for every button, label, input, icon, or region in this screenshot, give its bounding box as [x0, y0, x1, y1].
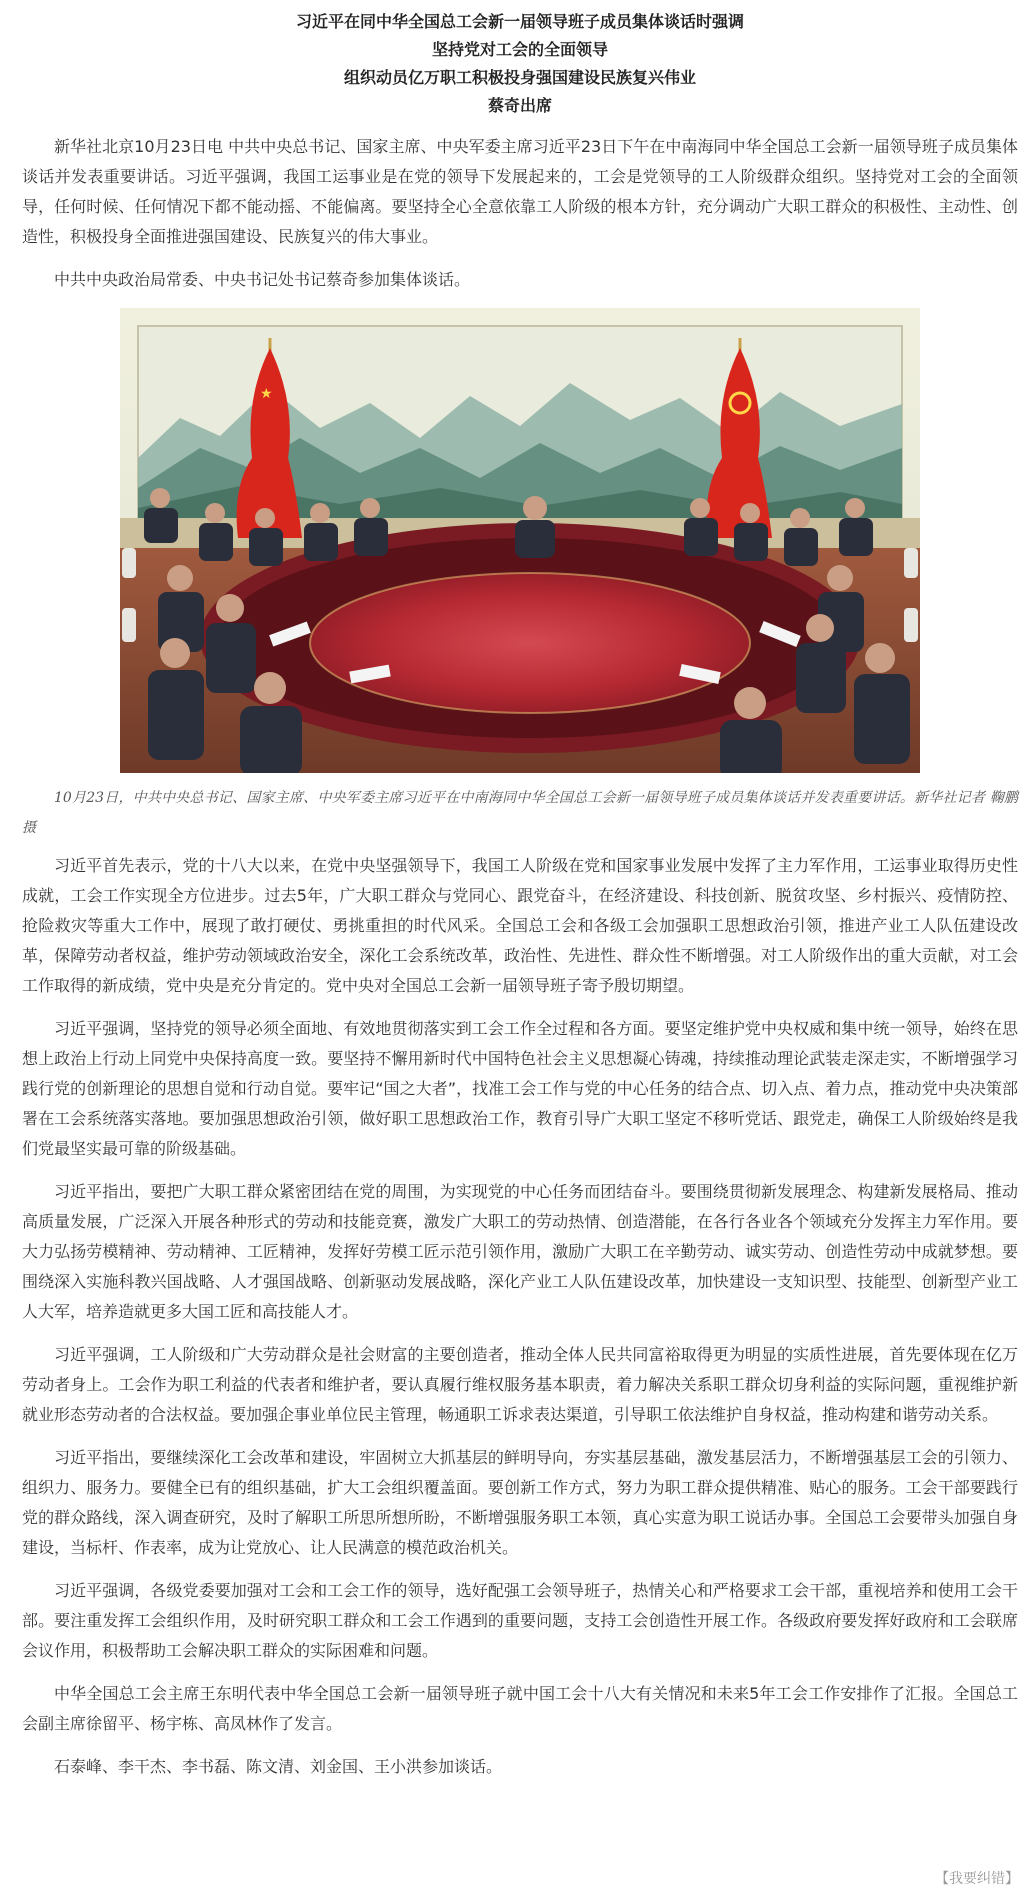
article — [22, 8, 1018, 1795]
body-paragraph-6: 习近平强调，各级党委要加强对工会和工会工作的领导，选好配强工会领导班子，热情关心和严格要求工会干部，重视培养和使用工会干部。要注重发挥工会组织作用，及时研究职工群众和工会工作遇到的重要问题，支持工会创造性开展工作。各级政府要发挥好政府和工会联席会议作用，积极帮助工会解决职工群众的实际困难和问题。 — [22, 1581, 1018, 1660]
body-paragraph-2: 习近平强调，坚持党的领导必须全面地、有效地贯彻落实到工会工作全过程和各方面。要坚定维护党中央权威和集中统一领导，始终在思想上政治上行动上同党中央保持高度一致。要坚持不懈用新时代中国特色社会主义思想凝心铸魂，持续推动理论武装走深走实，不断增强学习践行党的创新理论的思想自觉和行动自觉。要牢记“国之大者”，找准工会工作与党的中心任务的结合点、切入点、着力点，推动党中央决策部署在工会系统落实落地。要加强思想政治引领，做好职工思想政治工作，教育引导广大职工坚定不移听党话、跟党走，确保工人阶级始终是我们党最坚实最可靠的阶级基础。 — [22, 1019, 1018, 1158]
body-paragraph-3: 习近平指出，要把广大职工群众紧密团结在党的周围，为实现党的中心任务而团结奋斗。要围绕贯彻新发展理念、构建新发展格局、推动高质量发展，广泛深入开展各种形式的劳动和技能竞赛，激发广大职工的劳动热情、创造潜能，在各行各业各个领域充分发挥主力军作用。要大力弘扬劳模精神、劳动精神、工匠精神，发挥好劳模工匠示范引领作用，激励广大职工在辛勤劳动、诚实劳动、创造性劳动中成就梦想。要围绕深入实施科教兴国战略、人才强国战略、创新驱动发展战略，深化产业工人队伍建设改革，加快建设一支知识型、技能型、创新型产业工人大军，培养造就更多大国工匠和高技能人才。 — [22, 1182, 1018, 1321]
headline-sub-2: 组织动员亿万职工积极投身强国建设民族复兴伟业 — [343, 68, 696, 87]
body-paragraph-8: 石泰峰、李干杰、李书磊、陈文清、刘金国、王小洪参加谈话。 — [54, 1757, 503, 1776]
news-photo — [120, 308, 920, 773]
body-paragraph-4: 习近平强调，工人阶级和广大劳动群众是社会财富的主要创造者，推动全体人民共同富裕取得更为明显的实质性进展，首先要体现在亿万劳动者身上。工会作为职工利益的代表者和维护者，要认真履行维权服务基本职责，着力解决关系职工群众切身利益的实际问题，重视维护新就业形态劳动者的合法权益。要加强企事业单位民主管理，畅通职工诉求表达渠道，引导职工依法维护自身权益，推动构建和谐劳动关系。 — [22, 1345, 1018, 1424]
lead-paragraph: 新华社北京10月23日电 中共中央总书记、国家主席、中央军委主席习近平23日下午在中南海同中华全国总工会新一届领导班子成员集体谈话并发表重要讲话。习近平强调，我国工运事业是在党的领导下发展起来的，工会是党领导的工人阶级群众组织。坚持党对工会的全面领导，任何时候、任何情况下都不能动摇、不能偏离。要坚持全心全意依靠工人阶级的根本方针，充分调动广大职工群众的积极性、主动性、创造性，积极投身全面推进强国建设、民族复兴的伟大事业。 — [22, 137, 1018, 246]
body-paragraph-1: 习近平首先表示，党的十八大以来，在党中央坚强领导下，我国工人阶级在党和国家事业发展中发挥了主力军作用，工运事业取得历史性成就，工会工作实现全方位进步。过去5年，广大职工群众与党同心、跟党奋斗，在经济建设、科技创新、脱贫攻坚、乡村振兴、疫情防控、抢险救灾等重大工作中，展现了敢打硬仗、勇挑重担的时代风采。全国总工会和各级工会加强职工思想政治引领，推进产业工人队伍建设改革，保障劳动者权益，维护劳动领域政治安全，深化工会系统改革，政治性、先进性、群众性不断增强。对工人阶级作出的重大贡献，对工会工作取得的新成绩，党中央是充分肯定的。党中央对全国总工会新一届领导班子寄予殷切期望。 — [22, 856, 1018, 995]
attendee-paragraph: 中共中央政治局常委、中央书记处书记蔡奇参加集体谈话。 — [54, 270, 471, 289]
report-error-link[interactable]: 【我要纠错】 — [935, 1871, 1019, 1887]
photo-caption: 10月23日，中共中央总书记、国家主席、中央军委主席习近平在中南海同中华全国总工会新一届领导班子成员集体谈话并发表重要讲话。新华社记者 鞠鹏 摄 — [22, 790, 1018, 836]
svg-text:★: ★ — [260, 386, 273, 402]
headline-main: 习近平在同中华全国总工会新一届领导班子成员集体谈话时强调 — [295, 12, 744, 31]
body-paragraph-7: 中华全国总工会主席王东明代表中华全国总工会新一届领导班子就中国工会十八大有关情况和未来5年工会工作安排作了汇报。全国总工会副主席徐留平、杨宇栋、高凤林作了发言。 — [22, 1684, 1018, 1733]
body-paragraph-5: 习近平指出，要继续深化工会改革和建设，牢固树立大抓基层的鲜明导向，夯实基层基础，激发基层活力，不断增强基层工会的引领力、组织力、服务力。要健全已有的组织基础，扩大工会组织覆盖面。要创新工作方式，努力为职工群众提供精准、贴心的服务。工会干部要践行党的群众路线，深入调查研究，及时了解职工所思所想所盼，不断增强服务职工本领，真心实意为职工说话办事。全国总工会要带头加强自身建设，当标杆、作表率，成为让党放心、让人民满意的模范政治机关。 — [22, 1448, 1018, 1557]
headline-sub-1: 坚持党对工会的全面领导 — [431, 40, 608, 59]
headline-block — [22, 8, 1018, 120]
headline-sub-3: 蔡奇出席 — [487, 96, 552, 115]
